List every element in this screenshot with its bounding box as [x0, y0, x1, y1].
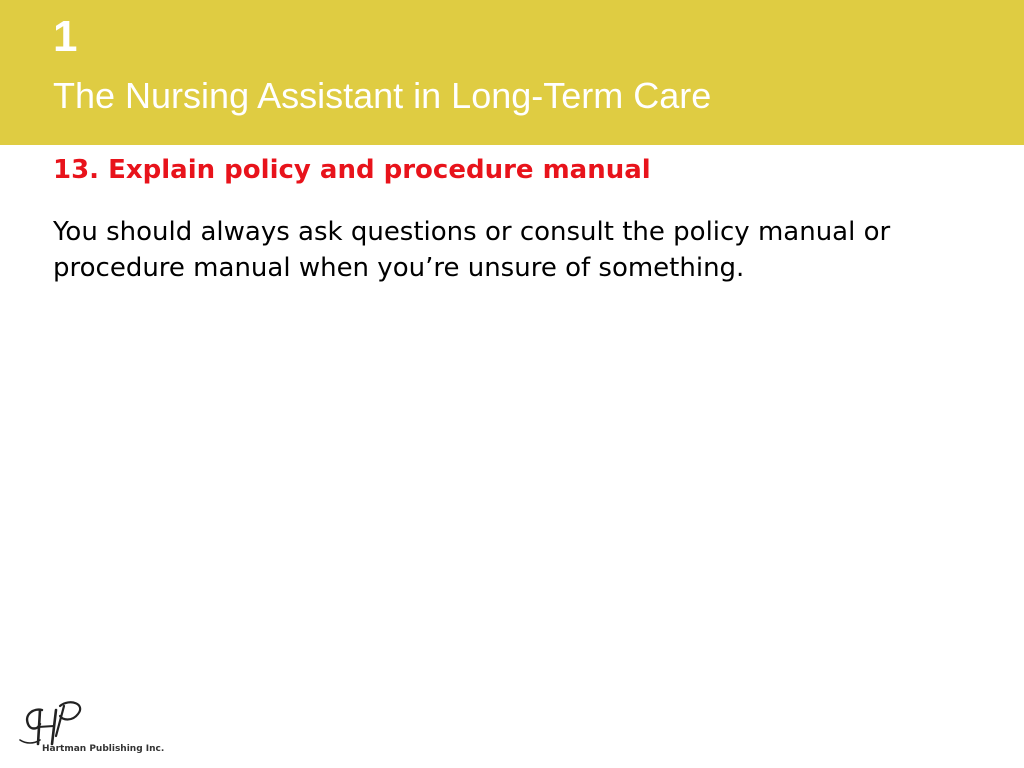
- header-band: [0, 0, 1024, 145]
- chapter-title: The Nursing Assistant in Long-Term Care: [53, 75, 712, 116]
- chapter-number: 1: [53, 12, 78, 61]
- objective-heading: 13. Explain policy and procedure manual: [53, 155, 651, 185]
- publisher-logo: [14, 700, 164, 762]
- body-text: You should always ask questions or consult the policy manual or procedure manual when you’re unsure of something.: [53, 217, 891, 283]
- publisher-name: Hartman Publishing Inc.: [42, 744, 165, 754]
- hartman-hp-logo-icon: [14, 700, 94, 748]
